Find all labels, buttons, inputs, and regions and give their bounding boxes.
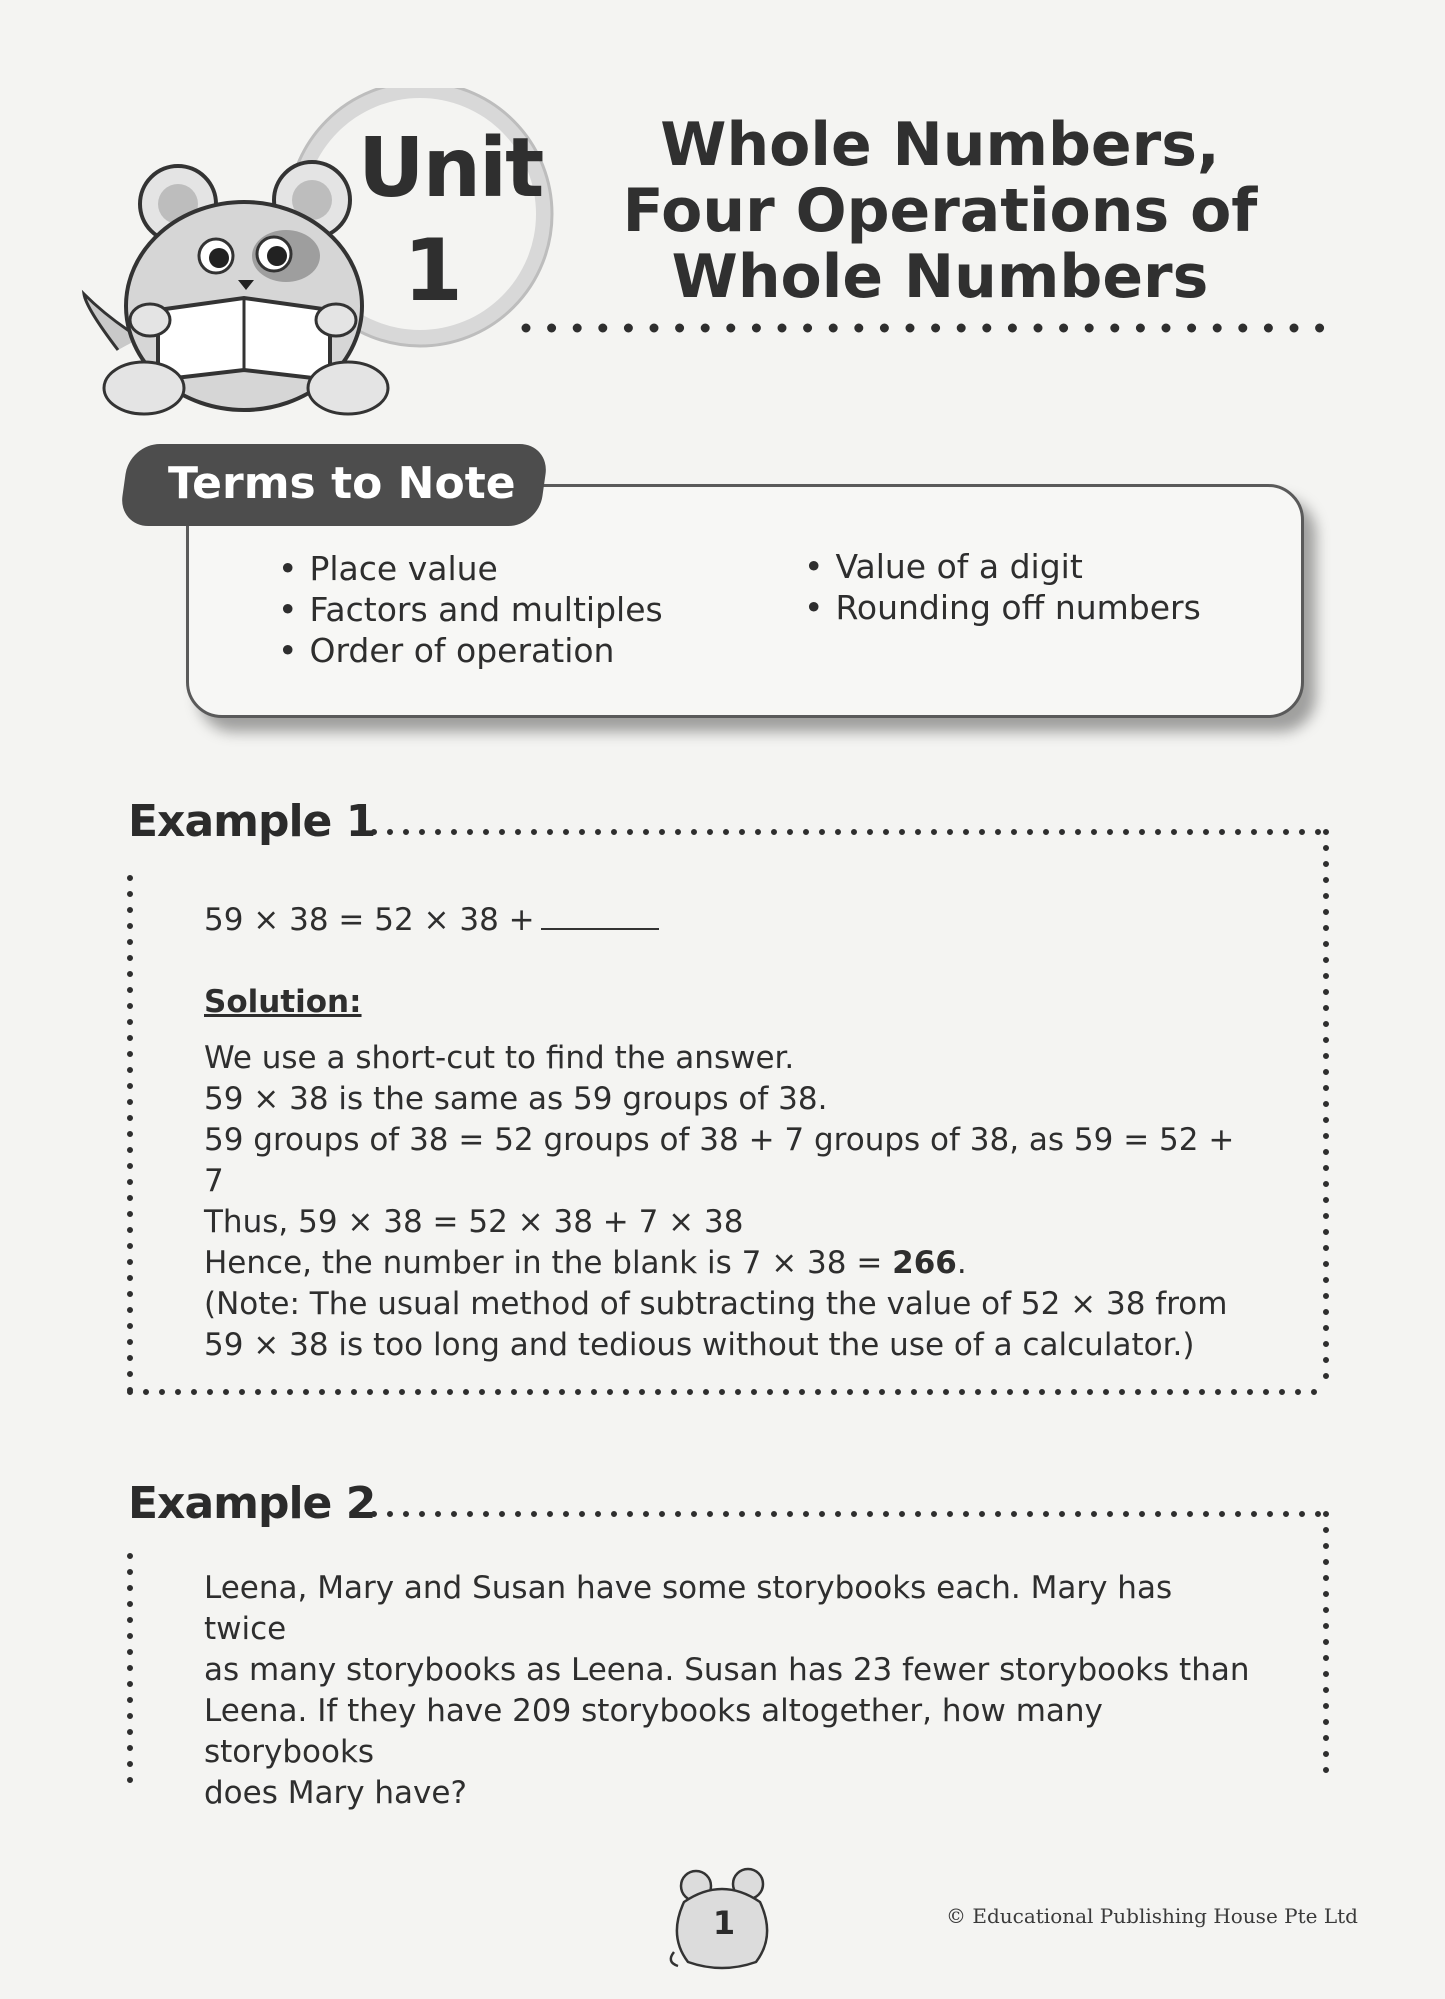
answer-value: 266 xyxy=(892,1245,957,1281)
title-line: Four Operations of xyxy=(622,176,1258,246)
question-line: does Mary have? xyxy=(204,1775,467,1811)
answer-suffix: . xyxy=(956,1245,967,1281)
question-line: Leena. If they have 209 storybooks altogether, how many storybooks xyxy=(204,1693,1103,1770)
answer-prefix: Hence, the number in the blank is 7 × 38 = xyxy=(204,1245,893,1281)
unit-label: Unit xyxy=(358,121,543,216)
page-number: 1 xyxy=(712,1904,736,1942)
term-item: • Place value xyxy=(278,548,663,589)
title-line: Whole Numbers xyxy=(671,242,1209,312)
title-line: Whole Numbers, xyxy=(660,110,1220,180)
example-2-body xyxy=(204,1568,1252,1814)
example-2-heading: Example 2 xyxy=(128,1478,376,1529)
example-1-solution-label xyxy=(204,982,362,1023)
example-1-solution-body xyxy=(204,1038,1252,1366)
term-item: • Order of operation xyxy=(278,630,663,671)
question-text: 59 × 38 = 52 × 38 + xyxy=(204,902,535,938)
solution-line: Thus, 59 × 38 = 52 × 38 + 7 × 38 xyxy=(204,1204,744,1240)
copyright-notice: © Educational Publishing House Pte Ltd xyxy=(946,1904,1358,1928)
term-item: • Value of a digit xyxy=(804,546,1201,587)
example-1-question xyxy=(204,900,659,941)
terms-heading: Terms to Note xyxy=(168,458,516,509)
answer-line xyxy=(204,1243,1252,1284)
solution-label: Solution: xyxy=(204,984,362,1020)
question-line: Leena, Mary and Susan have some storybooks each. Mary has twice xyxy=(204,1570,1173,1647)
solution-line: 59 groups of 38 = 52 groups of 38 + 7 groups of 38, as 59 = 52 + 7 xyxy=(204,1122,1235,1199)
unit-number: 1 xyxy=(403,221,463,321)
solution-line: We use a short-cut to find the answer. xyxy=(204,1040,795,1076)
question-line: as many storybooks as Leena. Susan has 23 fewer storybooks than xyxy=(204,1652,1250,1688)
solution-line: 59 × 38 is the same as 59 groups of 38. xyxy=(204,1081,828,1117)
example-1-heading: Example 1 xyxy=(128,796,376,847)
term-item: • Factors and multiples xyxy=(278,589,663,630)
note-line: (Note: The usual method of subtracting the value of 52 × 38 from xyxy=(204,1286,1228,1322)
note-line: 59 × 38 is too long and tedious without the use of a calculator.) xyxy=(204,1327,1195,1363)
answer-blank xyxy=(541,928,659,930)
term-item: • Rounding off numbers xyxy=(804,587,1201,628)
